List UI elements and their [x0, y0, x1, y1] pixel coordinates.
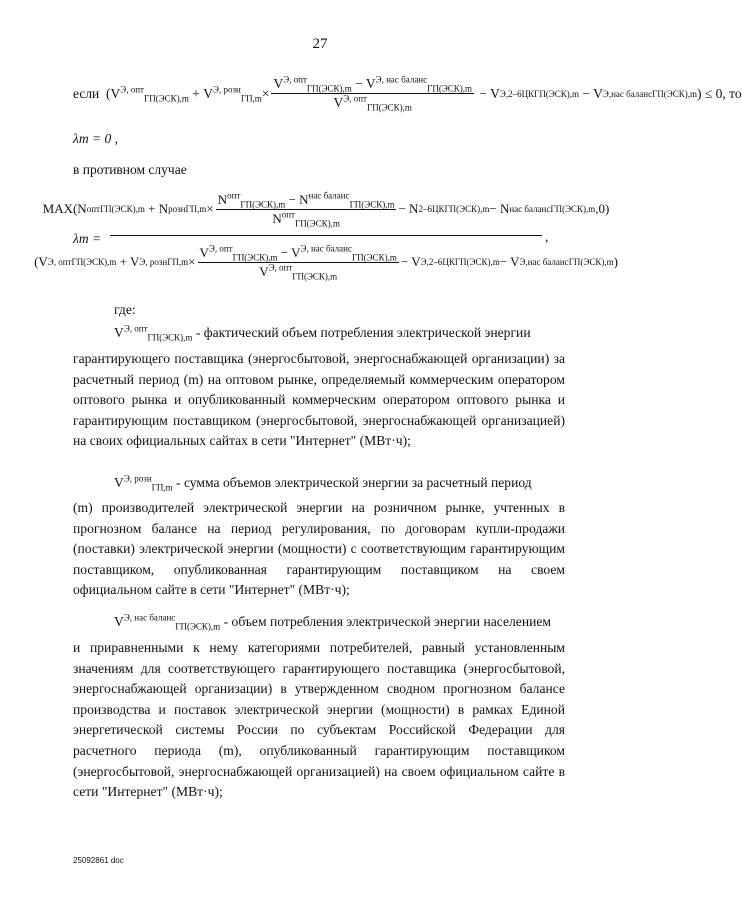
v-opt-term: $V^{Э, опт}_{ГП(ЭСК),m}$ — [110, 84, 189, 104]
formula-prefix: если — [73, 85, 100, 101]
definition-2-lead: $V^{Э, розн}_{ГП,m}$ - сумма объемов электрической энергии за расчетный период — [114, 473, 532, 493]
definition-1-lead: $V^{Э, опт}_{ГП(ЭСК),m}$ - фактический объем потребления электрической энергии — [114, 323, 531, 343]
formula-trailing-comma: , — [545, 229, 549, 244]
formula-suffix: ) ≤ 0, то — [697, 85, 742, 101]
document-footer: 25092861 doc — [73, 856, 124, 865]
lambda-numerator: MAX(N опт ГП(ЭСК),m + N розн ГП,m × $\frac{N^{опт}_{ГП(ЭСК),m} - N^{нас баланс}_{ГП(ЭСК),m}}{N^{опт}_{ГП(ЭСК),m}}$ − N 2–6ЦК ГП(ЭСК),m − N нас баланс ГП(ЭСК),m ,0) — [110, 183, 542, 236]
formula1-fraction: $\frac{V^{Э, опт}_{ГП(ЭСК),m} - V^{Э, нас баланс}_{ГП(ЭСК),m}}{V^{Э, опт}_{ГП(ЭСК),m}}$ — [273, 74, 473, 113]
condition-formula: если ( $V^{Э, опт}_{ГП(ЭСК),m}$ + $V^{Э, розн}_{ГП,m}$ × $\frac{V^{Э, опт}_{ГП(ЭСК),m} - V^{Э, нас баланс}_{ГП(ЭСК),m}}{V^{Э, опт}_{ГП(ЭСК),m}}$ − V Э,2–6ЦК ГП(ЭСК),m − V Э,нас баланс ГП(ЭСК),m ) ≤ 0, то — [73, 74, 742, 113]
definition-1-symbol: $V^{Э, опт}_{ГП(ЭСК),m}$ — [114, 323, 193, 343]
v-rozn-term: $V^{Э, розн}_{ГП,m}$ — [203, 84, 262, 104]
where-label: где: — [114, 302, 136, 317]
lambda-label: λm = — [73, 231, 102, 246]
definition-3-symbol: $V^{Э, нас баланс}_{ГП(ЭСК),m}$ — [114, 612, 221, 632]
lambda-denominator: (V Э, опт ГП(ЭСК),m + V Э, розн ГП,m × $\frac{V^{Э, опт}_{ГП(ЭСК),m} - V^{Э, нас баланс}_{ГП(ЭСК),m}}{V^{Э, опт}_{ГП(ЭСК),m}}$ − V Э,2–6ЦК ГП(ЭСК),m − V Э,нас баланс ГП(ЭСК),m ) — [34, 243, 618, 282]
definition-2-symbol: $V^{Э, розн}_{ГП,m}$ — [114, 473, 173, 493]
definition-2-text: (m) производителей электрической энергии на розничном рынке, учтенных в прогнозном балансе на период регулирования, по договорам купли-продажи (поставки) электрической энергии (мощности) с соответствующим гарантирующим поставщиком, опубликованная гарантирующим поставщиком на своем официальном сайте в сети "Интернет" (МВт·ч); — [73, 500, 565, 598]
page-number: 27 — [312, 36, 328, 52]
lambda-zero: λm = 0 , — [73, 131, 118, 146]
definition-3-lead: $V^{Э, нас баланс}_{ГП(ЭСК),m}$ - объем потребления электрической энергии населением — [114, 612, 552, 632]
definition-3-text: и приравненными к нему категориями потребителей, равный установленным значениям для соответствующего гарантирующего поставщика (энергосбытовой, энергоснабжающей организации) в утвержденном сводном прогнозном балансе производства и поставок электрической энергии (мощности) в рамках Единой энергетической системы России по субъектам Российской Федерации для расчетного периода (m), опубликованный гарантирующим поставщиком (энергосбытовой, энергоснабжающей организацией) на своем официальном сайте в сети "Интернет" (МВт·ч); — [73, 640, 565, 800]
otherwise-text: в противном случае — [73, 162, 187, 177]
definition-1-text: гарантирующего поставщика (энергосбытовой, энергоснабжающей организации) за расчетный период (m) на оптовом рынке, определяемый коммерческим оператором оптового рынка и опубликованный коммерческим оператором оптового рынка и гарантирующим поставщиком (энергосбытовой, энергоснабжающей организацией) на своих официальных сайтах в сети "Интернет" (МВт·ч); — [73, 351, 565, 449]
